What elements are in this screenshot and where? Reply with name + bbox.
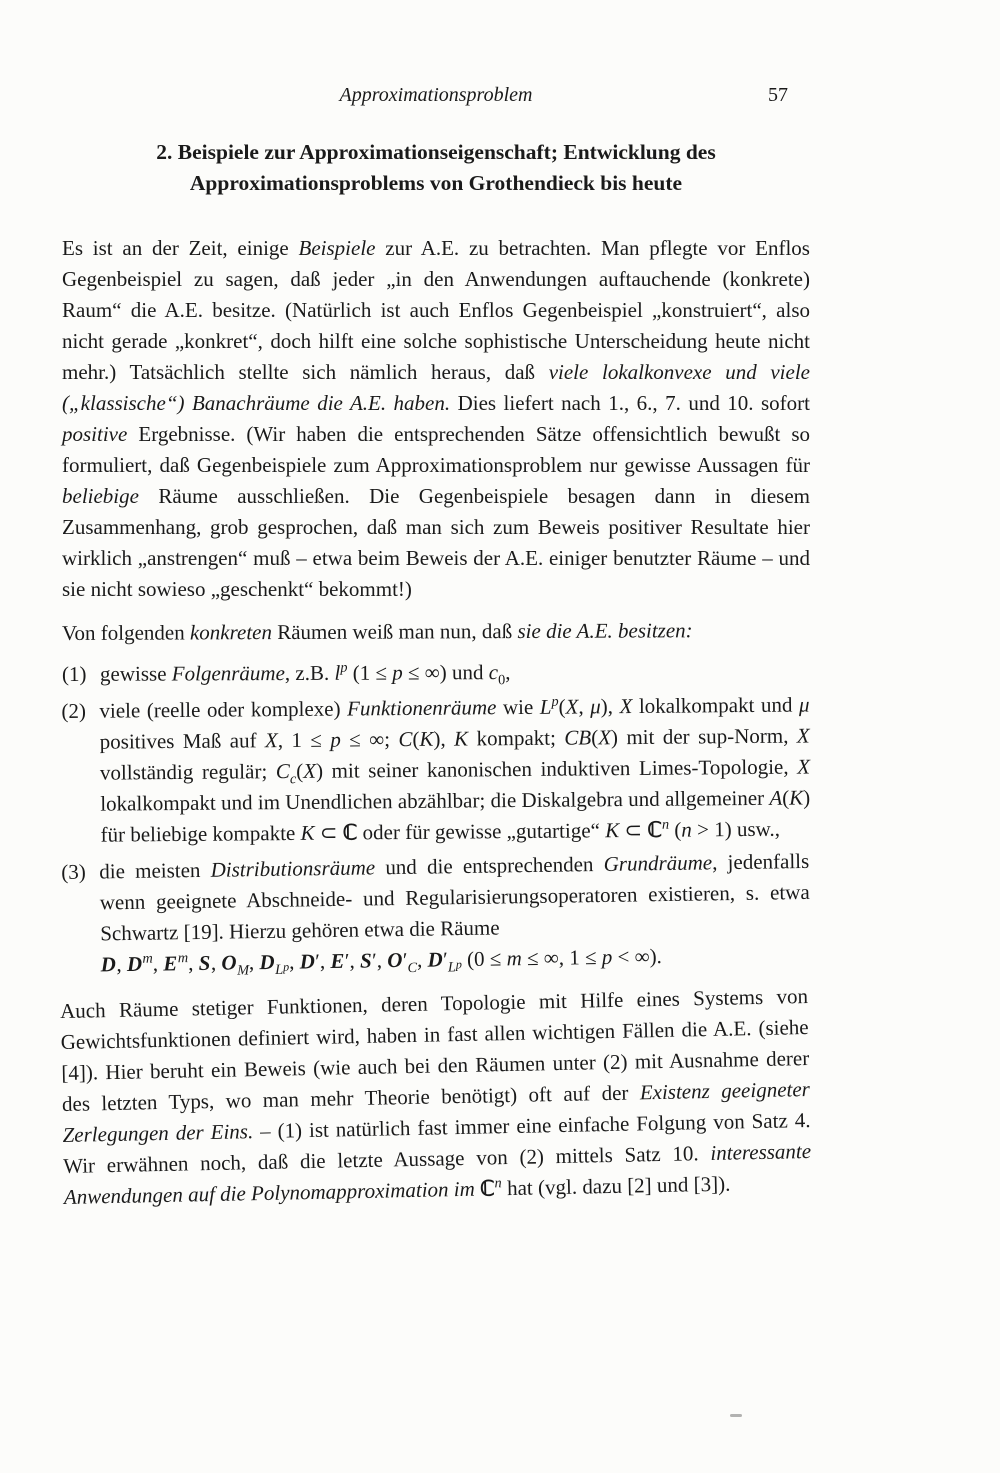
list-item-3-label: (3) — [61, 859, 86, 885]
paragraph-closing: Auch Räume stetiger Funktionen, deren Topologie mit Hilfe eines Systems von Gewichtsfunktionen definiert wird, haben in fast allen wichtigen Fällen die A.E. (siehe [4]). Hier beruht ein Beweis (wie auch bei den Räumen unter (2) mit Ausnahme derer des letzten Typs, wo man mehr Theorie benötigt) oft auf der Existenz geeigneter Zerlegungen der Eins. – (1) ist natürlich fast immer eine einfache Folgung von Satz 4. Wir erwähnen noch, daß die letzte Aussage von (2) mittels Satz 10. interessante Anwendungen auf die Polynomapproximation im ℂ$^n$ hat (vgl. dazu [2] und [3]). — [59, 984, 812, 1209]
paragraph-intro: Es ist an der Zeit, einige Beispiele zur A.E. zu betrachten. Man pflegte vor Enflos Gegenbeispiel zu sagen, daß jeder „in den Anwendungen auftauchende (konkrete) Raum“ die A.E. besitze. (Natürlich ist auch Enflos Gegenbeispiel „konstruiert“, also nicht gerade „konkret“, doch hilft eine solche sophistische Unterscheidung heute nicht mehr.) Tatsächlich stellte sich nämlich heraus, daß viele lokalkonvexe und viele („klassische“) Banachräume die A.E. haben. Dies liefert nach 1., 6., 7. und 10. sofort positive Ergebnisse. (Wir haben die entsprechenden Sätze offensichtlich bewußt so formuliert, daß Gegenbeispiele zum Approximationsproblem nur gewisse Aussagen für beliebige Räume ausschließen. Die Gegenbeispiele besagen dann in diesem Zusammenhang, grob gesprochen, daß man sich zum Beweis positiver Resultate hier wirklich „anstrengen“ muß – etwa beim Beweis der A.E. einiger benutzter Räume – und sie nicht sowieso „geschenkt“ bekommt!) — [62, 236, 810, 601]
text-column — [59, 80, 812, 1213]
page-number: 57 — [768, 84, 788, 106]
scan-artifact-mark — [730, 1414, 742, 1417]
list-item-2-body: viele (reelle oder komplexe) Funktionenräume wie $L^p(X$, μ), X lokalkompakt und μ positives Maß auf X, 1 ≤ p ≤ ∞; C(K), K kompakt; CB(X) mit der sup-Norm, X vollständig regulär; $C_c(X)$ mit seiner kanonischen induktiven Limes-Topologie, X lokalkompakt und im Unendlichen abzählbar; die Diskalgebra und allgemeiner A(K) für beliebige kompakte K ⊂ ℂ oder für gewisse „gutartige“ K ⊂ ℂ$^n$ (n > 1) usw., — [99, 692, 811, 847]
list-item-1 — [62, 656, 810, 690]
paragraph-lead-in: Von folgenden konkreten Räumen weiß man nun, daß sie die A.E. besitzen: — [61, 618, 693, 645]
list-item-1-label: (1) — [61, 661, 87, 686]
list-item-3 — [61, 846, 811, 981]
concrete-spaces-list — [62, 659, 810, 981]
running-title: Approximationsproblem — [339, 84, 533, 106]
page-header — [62, 80, 810, 111]
list-item-3-body: die meisten Distributionsräume und die entsprechenden Grundräume, jedenfalls wenn geeignete Abschneide- und Regularisierungsoperatoren existieren, s. etwa Schwartz [19]. Hierzu gehören etwa die Räume D, $D^m$, $E^m$, S, $O_M$, $D_Lp$, D′, E′, S′, $O'_C$, $D'_Lp$ (0 ≤ m ≤ ∞, 1 ≤ p < ∞). — [99, 848, 810, 979]
list-item-2 — [61, 689, 810, 851]
section-title-line-2: Approximationsproblems von Grothendieck bis heute — [189, 171, 683, 195]
list-item-1-body: gewisse Folgenräume, z.B. $l^p$ (1 ≤ p ≤ ∞) und $c_0$, — [99, 659, 511, 689]
list-item-2-label: (2) — [61, 698, 87, 724]
section-title — [92, 137, 780, 199]
section-title-line-1: 2. Beispiele zur Approximationseigenschaft; Entwicklung des — [156, 140, 716, 164]
